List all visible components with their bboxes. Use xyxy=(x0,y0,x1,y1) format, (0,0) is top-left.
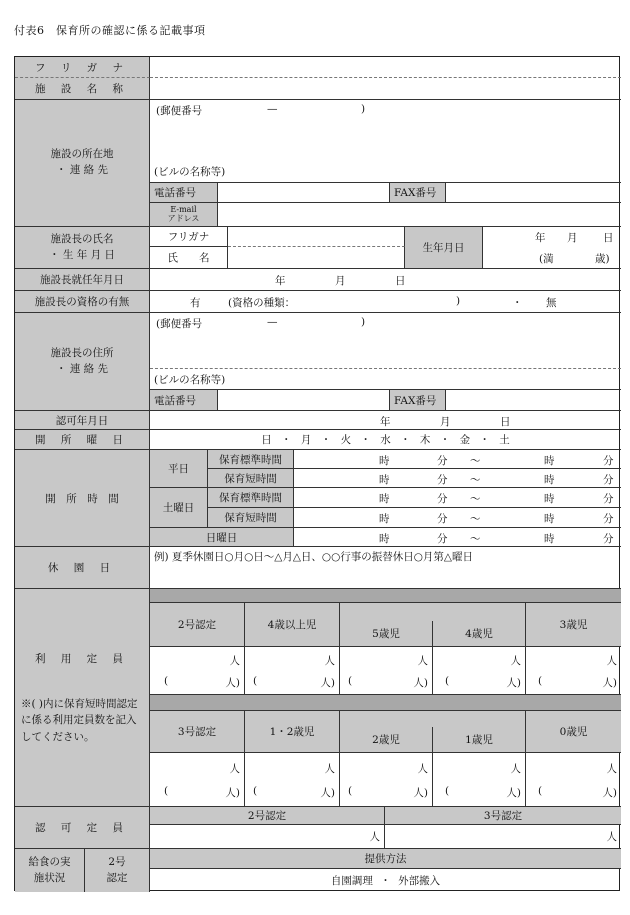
cap5-value[interactable] xyxy=(340,647,433,695)
saturday-short-label: 保育短時間 xyxy=(208,508,294,528)
unit: 人 xyxy=(369,831,380,843)
approved-cert2-label: 2号認定 xyxy=(150,807,385,825)
time-minute: 分 xyxy=(437,513,448,525)
qualification-label: 施設長の資格の有無 xyxy=(15,291,150,313)
director-name-label: 施設長の氏名 ・ 生 年 月 日 xyxy=(15,227,150,269)
cap12-value[interactable] xyxy=(245,753,340,807)
unit: 人 xyxy=(606,655,617,667)
approval-year: 年 xyxy=(380,416,391,428)
meal-cert-label: 2号 認定 xyxy=(85,849,150,892)
paren: ( xyxy=(348,785,353,797)
qualification-input[interactable] xyxy=(150,291,621,313)
approval-date-label: 認可年月日 xyxy=(15,411,150,430)
open-days-label: 開 所 曜 日 xyxy=(15,430,150,450)
age3-label: 3歳児 xyxy=(526,603,621,647)
time-hour: 時 xyxy=(379,513,390,525)
paren-close: 人) xyxy=(602,677,617,689)
director-postal-dash: — xyxy=(267,316,278,328)
approved-cert3-label: 3号認定 xyxy=(385,807,621,825)
time-hour: 時 xyxy=(379,474,390,486)
postal-dash: — xyxy=(267,103,278,115)
director-furigana-label: フリガナ xyxy=(150,227,228,247)
unit: 人 xyxy=(510,655,521,667)
postal-label: (郵便番号 xyxy=(156,105,203,117)
time-minute-end: 分 xyxy=(603,493,614,505)
holiday-example: 例) 夏季休園日○月○日～△月△日、○○行事の振替休日○月第△曜日 xyxy=(154,551,473,563)
time-tilde: ～ xyxy=(470,493,481,505)
unit: 人 xyxy=(417,763,428,775)
age2-label: 2歳児 xyxy=(340,727,433,753)
time-minute-end: 分 xyxy=(603,513,614,525)
time-hour-end: 時 xyxy=(544,493,555,505)
paren: ( xyxy=(348,675,353,687)
age5-label: 5歳児 xyxy=(340,621,433,647)
age4-label: 4歳児 xyxy=(433,621,526,647)
time-tilde: ～ xyxy=(470,513,481,525)
cap0yr-value[interactable] xyxy=(526,753,621,807)
page-title: 付表6 保育所の確認に係る記載事項 xyxy=(14,24,206,37)
director-address-input[interactable] xyxy=(150,313,621,369)
open-hours-label: 開 所 時 間 xyxy=(15,450,150,547)
form-table xyxy=(14,56,620,891)
postal-close: ) xyxy=(361,103,366,115)
email-label: E-mail アドレス xyxy=(150,203,218,227)
approval-month: 月 xyxy=(440,416,451,428)
paren-close: 人) xyxy=(225,787,240,799)
time-hour: 時 xyxy=(379,493,390,505)
capacity-label: 利 用 定 員 xyxy=(34,653,129,665)
time-minute: 分 xyxy=(437,455,448,467)
paren: ( xyxy=(164,785,169,797)
cert2-label: 2号認定 xyxy=(150,603,245,647)
paren: ( xyxy=(445,675,450,687)
cap4-value[interactable] xyxy=(433,647,526,695)
unit: 人 xyxy=(229,655,240,667)
age-open: (満 xyxy=(539,253,554,265)
capacity-label-cell xyxy=(15,589,150,807)
age-close: 歳) xyxy=(595,253,610,265)
weekday-short-label: 保育短時間 xyxy=(208,469,294,488)
time-tilde: ～ xyxy=(470,455,481,467)
time-minute-end: 分 xyxy=(603,533,614,545)
provision-method-value[interactable]: 自園調理 ・ 外部搬入 xyxy=(330,875,441,887)
capacity-band-2 xyxy=(150,695,621,711)
paren: ( xyxy=(445,785,450,797)
holiday-input[interactable] xyxy=(150,547,621,589)
approved-cert3-value[interactable] xyxy=(385,825,621,849)
unit: 人 xyxy=(324,763,335,775)
holiday-label: 休 園 日 xyxy=(15,547,150,589)
time-hour-end: 時 xyxy=(544,533,555,545)
age12-label: 1・2歳児 xyxy=(245,711,340,753)
weekday-label: 平日 xyxy=(150,450,208,488)
paren-close: 人) xyxy=(320,787,335,799)
qualification-dot: ・ xyxy=(512,297,523,309)
paren-close: 人) xyxy=(506,787,521,799)
director-postal-label: (郵便番号 xyxy=(156,318,203,330)
time-hour-end: 時 xyxy=(544,513,555,525)
paren-close: 人) xyxy=(506,677,521,689)
birth-day: 日 xyxy=(603,232,614,244)
time-hour: 時 xyxy=(379,455,390,467)
building-label: (ビルの名称等) xyxy=(154,166,226,178)
paren: ( xyxy=(253,675,258,687)
director-name-field-label: 氏 名 xyxy=(150,247,228,269)
capacity-band-1 xyxy=(150,589,621,603)
cap2-value[interactable] xyxy=(150,647,245,695)
paren: ( xyxy=(164,675,169,687)
phone-label: 電話番号 xyxy=(150,183,218,203)
approval-day: 日 xyxy=(500,416,511,428)
cap4plus-value[interactable] xyxy=(245,647,340,695)
cap3-value[interactable] xyxy=(526,647,621,695)
paren-close: 人) xyxy=(413,677,428,689)
birth-input[interactable] xyxy=(483,227,621,269)
age12-span xyxy=(340,711,526,727)
unit: 人 xyxy=(606,831,617,843)
qualification-yes[interactable]: 有 xyxy=(190,297,201,309)
time-tilde: ～ xyxy=(470,474,481,486)
capacity-note: ※( )内に保育短時間認定に係る利用定員数を記入してください。 xyxy=(21,698,138,743)
director-postal-close: ) xyxy=(361,316,366,328)
director-address-label: 施設長の住所 ・ 連 絡 先 xyxy=(15,313,150,411)
time-row-weekday-short[interactable] xyxy=(294,469,621,488)
paren-close: 人) xyxy=(225,677,240,689)
director-furigana-input[interactable] xyxy=(228,227,405,247)
furigana-label: フ リ ガ ナ xyxy=(15,57,150,78)
qualification-close: ) xyxy=(456,295,461,307)
paren: ( xyxy=(538,675,543,687)
paren-close: 人) xyxy=(602,787,617,799)
age4plus-span xyxy=(340,603,526,621)
cert3-label: 3号認定 xyxy=(150,711,245,753)
appointment-label: 施設長就任年月日 xyxy=(15,269,150,291)
qualification-kind: (資格の種類： xyxy=(228,297,296,309)
time-row-sunday[interactable] xyxy=(294,528,621,547)
building-row[interactable] xyxy=(150,161,621,183)
director-building-label: (ビルの名称等) xyxy=(154,373,226,386)
unit: 人 xyxy=(229,763,240,775)
director-phone-label: 電話番号 xyxy=(150,390,218,411)
paren-close: 人) xyxy=(320,677,335,689)
appointment-day: 日 xyxy=(395,275,406,287)
address-label: 施設の所在地 ・ 連 絡 先 xyxy=(15,100,150,227)
paren-close: 人) xyxy=(413,787,428,799)
cap1yr-value[interactable] xyxy=(433,753,526,807)
provision-method-label: 提供方法 xyxy=(150,849,621,869)
birth-year: 年 xyxy=(535,232,546,244)
time-minute: 分 xyxy=(437,533,448,545)
open-days-value[interactable]: 日 ・ 月 ・ 火 ・ 水 ・ 木 ・ 金 ・ 土 xyxy=(150,430,621,450)
saturday-label: 土曜日 xyxy=(150,488,208,528)
director-fax-input[interactable] xyxy=(446,390,621,411)
time-hour-end: 時 xyxy=(544,455,555,467)
sunday-label: 日曜日 xyxy=(150,528,294,547)
meal-label: 給食の実 施状況 xyxy=(15,849,85,892)
cap3cert-value[interactable] xyxy=(150,753,245,807)
birth-label: 生年月日 xyxy=(405,227,483,269)
age0-label: 0歳児 xyxy=(526,711,621,753)
time-hour: 時 xyxy=(379,533,390,545)
time-row-weekday-std[interactable] xyxy=(294,450,621,469)
unit: 人 xyxy=(606,763,617,775)
time-minute-end: 分 xyxy=(603,455,614,467)
phone-input[interactable] xyxy=(218,183,390,203)
birth-month: 月 xyxy=(567,232,578,244)
unit: 人 xyxy=(324,655,335,667)
approval-date-input[interactable] xyxy=(150,411,621,430)
director-fax-label: FAX番号 xyxy=(390,390,446,411)
appointment-month: 月 xyxy=(335,275,346,287)
appointment-input[interactable] xyxy=(150,269,621,291)
fax-input[interactable] xyxy=(446,183,621,203)
unit: 人 xyxy=(510,763,521,775)
facility-name-label: 施 設 名 称 xyxy=(15,78,150,100)
fax-label: FAX番号 xyxy=(390,183,446,203)
approved-cap-label: 認 可 定 員 xyxy=(15,807,150,849)
qualification-no[interactable]: 無 xyxy=(546,297,557,309)
director-phone-input[interactable] xyxy=(218,390,390,411)
furigana-input[interactable] xyxy=(150,57,621,78)
approved-cert2-value[interactable] xyxy=(150,825,385,849)
director-building-row[interactable] xyxy=(150,369,621,390)
age4plus-label: 4歳以上児 xyxy=(245,603,340,647)
appointment-year: 年 xyxy=(275,275,286,287)
time-minute: 分 xyxy=(437,474,448,486)
paren: ( xyxy=(538,785,543,797)
time-row-saturday-std[interactable] xyxy=(294,488,621,508)
weekday-std-label: 保育標準時間 xyxy=(208,450,294,469)
time-tilde: ～ xyxy=(470,533,481,545)
time-minute: 分 xyxy=(437,493,448,505)
time-minute-end: 分 xyxy=(603,474,614,486)
time-row-saturday-short[interactable] xyxy=(294,508,621,528)
cap2yr-value[interactable] xyxy=(340,753,433,807)
saturday-std-label: 保育標準時間 xyxy=(208,488,294,508)
unit: 人 xyxy=(417,655,428,667)
email-input[interactable] xyxy=(218,203,621,227)
facility-name-input[interactable] xyxy=(150,78,621,100)
paren: ( xyxy=(253,785,258,797)
director-name-input[interactable] xyxy=(228,247,405,269)
age1-label: 1歳児 xyxy=(433,727,526,753)
time-hour-end: 時 xyxy=(544,474,555,486)
